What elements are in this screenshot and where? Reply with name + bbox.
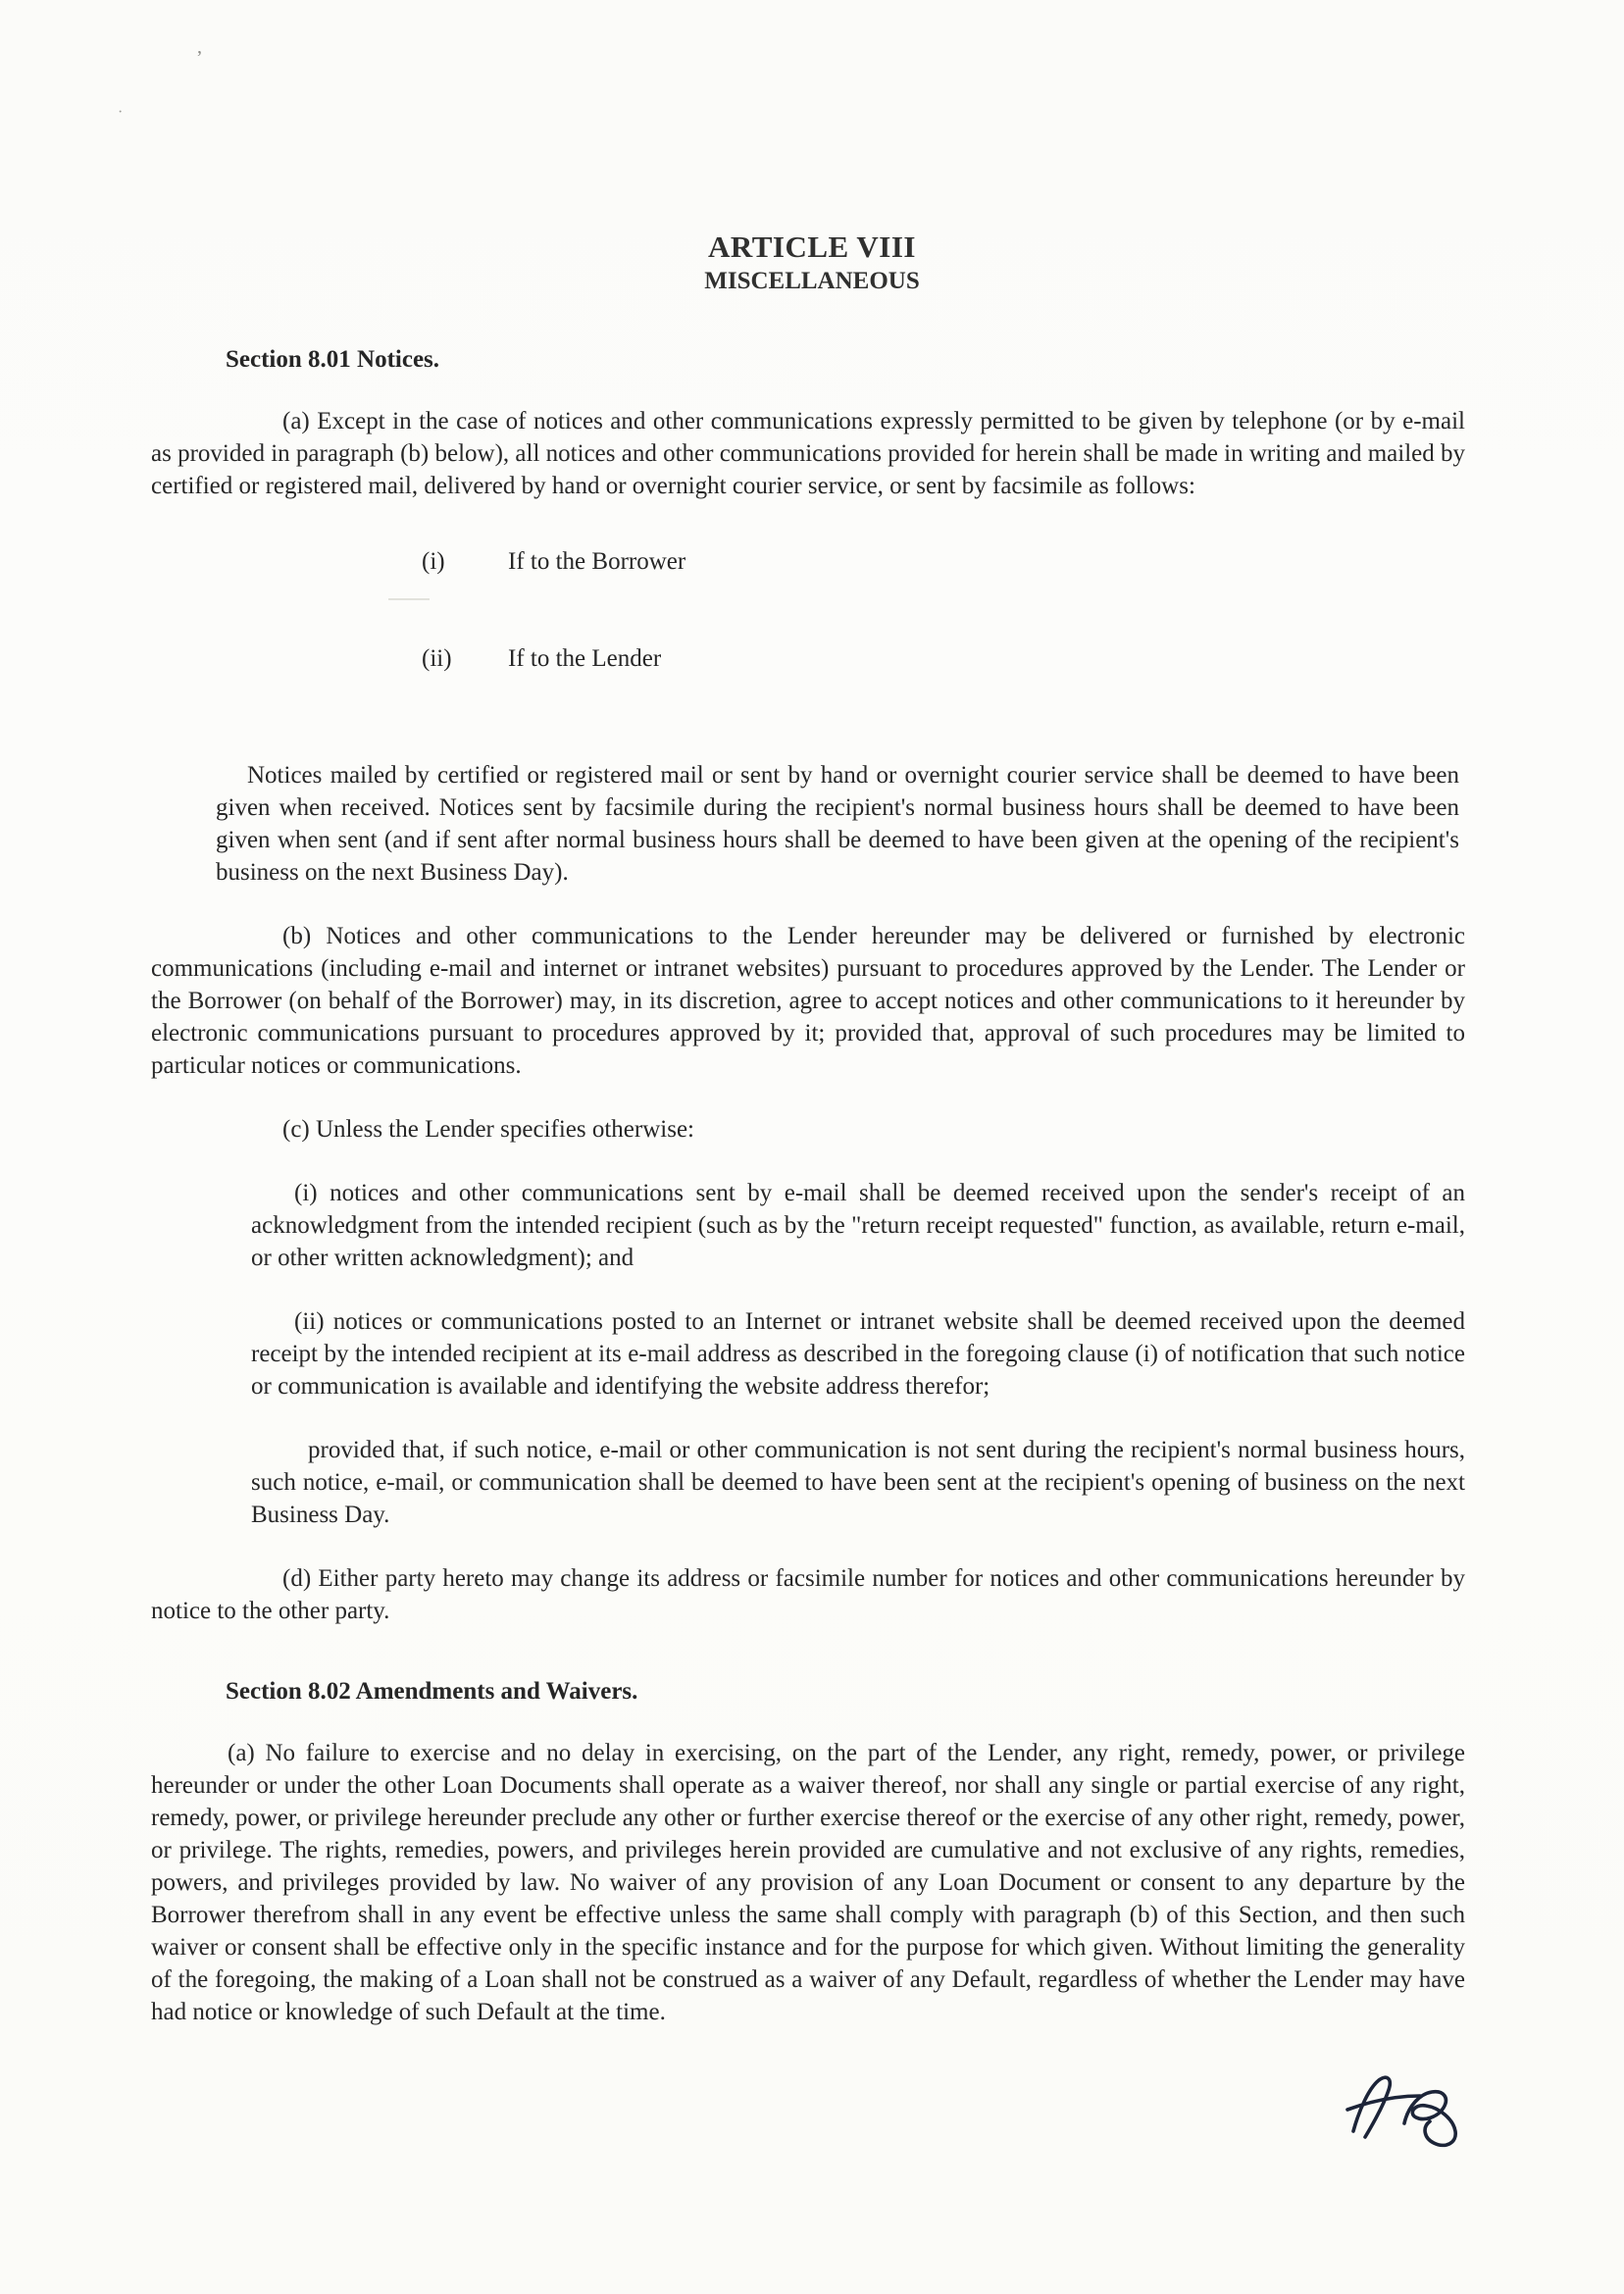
scan-artifact-mark: ’ — [196, 47, 203, 69]
notice-address-list — [422, 545, 1465, 675]
list-item-lender — [422, 642, 1465, 675]
paragraph-notices-deemed: Notices mailed by certified or registered mail or sent by hand or overnight courier service shall be deemed to have been given when received. Notices sent by facsimile during the recipient's normal business hours shall be deemed to have been given when sent (and if sent after normal business hours shall be deemed to have been given at the opening of the recipient's business on the next Business Day). — [216, 762, 1459, 886]
list-item-label: (ii) — [422, 645, 452, 672]
article-subtitle: MISCELLANEOUS — [704, 268, 920, 294]
paragraph-8-01-b: (b) Notices and other communications to the Lender hereunder may be delivered or furnished by electronic communications (including e-mail and internet or intranet websites) pursuant to procedures approved by the Lender. The Lender or the Borrower (on behalf of the Borrower) may, in its discretion, agree to accept notices and other communications to it hereunder by electronic communications pursuant to procedures approved by it; provided that, approval of such procedures may be limited to particular notices or communications. — [151, 923, 1465, 1079]
article-title-block — [0, 0, 1624, 295]
paragraph-8-01-proviso: provided that, if such notice, e-mail or other communication is not sent during the recipient's normal business hours, such notice, e-mail, or communication shall be deemed to have been sent at the recipient's opening of business on the next Business Day. — [251, 1437, 1465, 1528]
handwritten-initials-signature — [1344, 2066, 1467, 2159]
document-body — [151, 346, 1465, 2028]
list-item-text: If to the Borrower — [508, 548, 686, 575]
list-item-borrower — [422, 545, 1465, 578]
scan-artifact-dot: · — [118, 104, 124, 121]
list-item-label: (i) — [422, 548, 445, 575]
list-item-text: If to the Lender — [508, 645, 662, 672]
article-title: ARTICLE VIII — [708, 229, 916, 264]
paragraph-8-01-c-i: (i) notices and other communications sent by e-mail shall be deemed received upon the sender's receipt of an acknowledgment from the intended recipient (such as by the "return receipt requested" function, as available, return e-mail, or other written acknowledgment); and — [251, 1180, 1465, 1271]
scan-smudge — [388, 598, 430, 600]
paragraph-8-01-a: (a) Except in the case of notices and other communications expressly permitted to be given by telephone (or by e-mail as provided in paragraph (b) below), all notices and other communications provided for herein shall be made in writing and mailed by certified or registered mail, delivered by hand or overnight courier service, or sent by facsimile as follows: — [151, 408, 1465, 499]
paragraph-8-02-a: (a) No failure to exercise and no delay in exercising, on the part of the Lender, any right, remedy, power, or privilege hereunder or under the other Loan Documents shall operate as a waiver thereof, nor shall any single or partial exercise of any right, remedy, power, or privilege hereunder preclude any other or further exercise thereof or the exercise of any other right, remedy, power, or privilege. The rights, remedies, powers, and privileges herein provided are cumulative and not exclusive of any rights, remedies, powers, and privileges provided by law. No waiver of any provision of any Loan Document or consent to any departure by the Borrower therefrom shall in any event be effective unless the same shall comply with paragraph (b) of this Section, and then such waiver or consent shall be effective only in the specific instance and for the purpose for which given. Without limiting the generality of the foregoing, the making of a Loan shall not be construed as a waiver of any Default, regardless of whether the Lender may have had notice or knowledge of such Default at the time. — [151, 1740, 1465, 2025]
section-heading-8-01: Section 8.01 Notices. — [226, 346, 440, 373]
paragraph-8-01-c: (c) Unless the Lender specifies otherwise: — [282, 1116, 694, 1143]
paragraph-8-01-d: (d) Either party hereto may change its address or facsimile number for notices and other communications hereunder by notice to the other party. — [151, 1565, 1465, 1624]
paragraph-8-01-c-ii: (ii) notices or communications posted to an Internet or intranet website shall be deemed received upon the deemed receipt by the intended recipient at its e-mail address as described in the foregoing clause (i) of notification that such notice or communication is available and identifying the website address therefor; — [251, 1308, 1465, 1400]
section-heading-8-02: Section 8.02 Amendments and Waivers. — [226, 1678, 638, 1705]
